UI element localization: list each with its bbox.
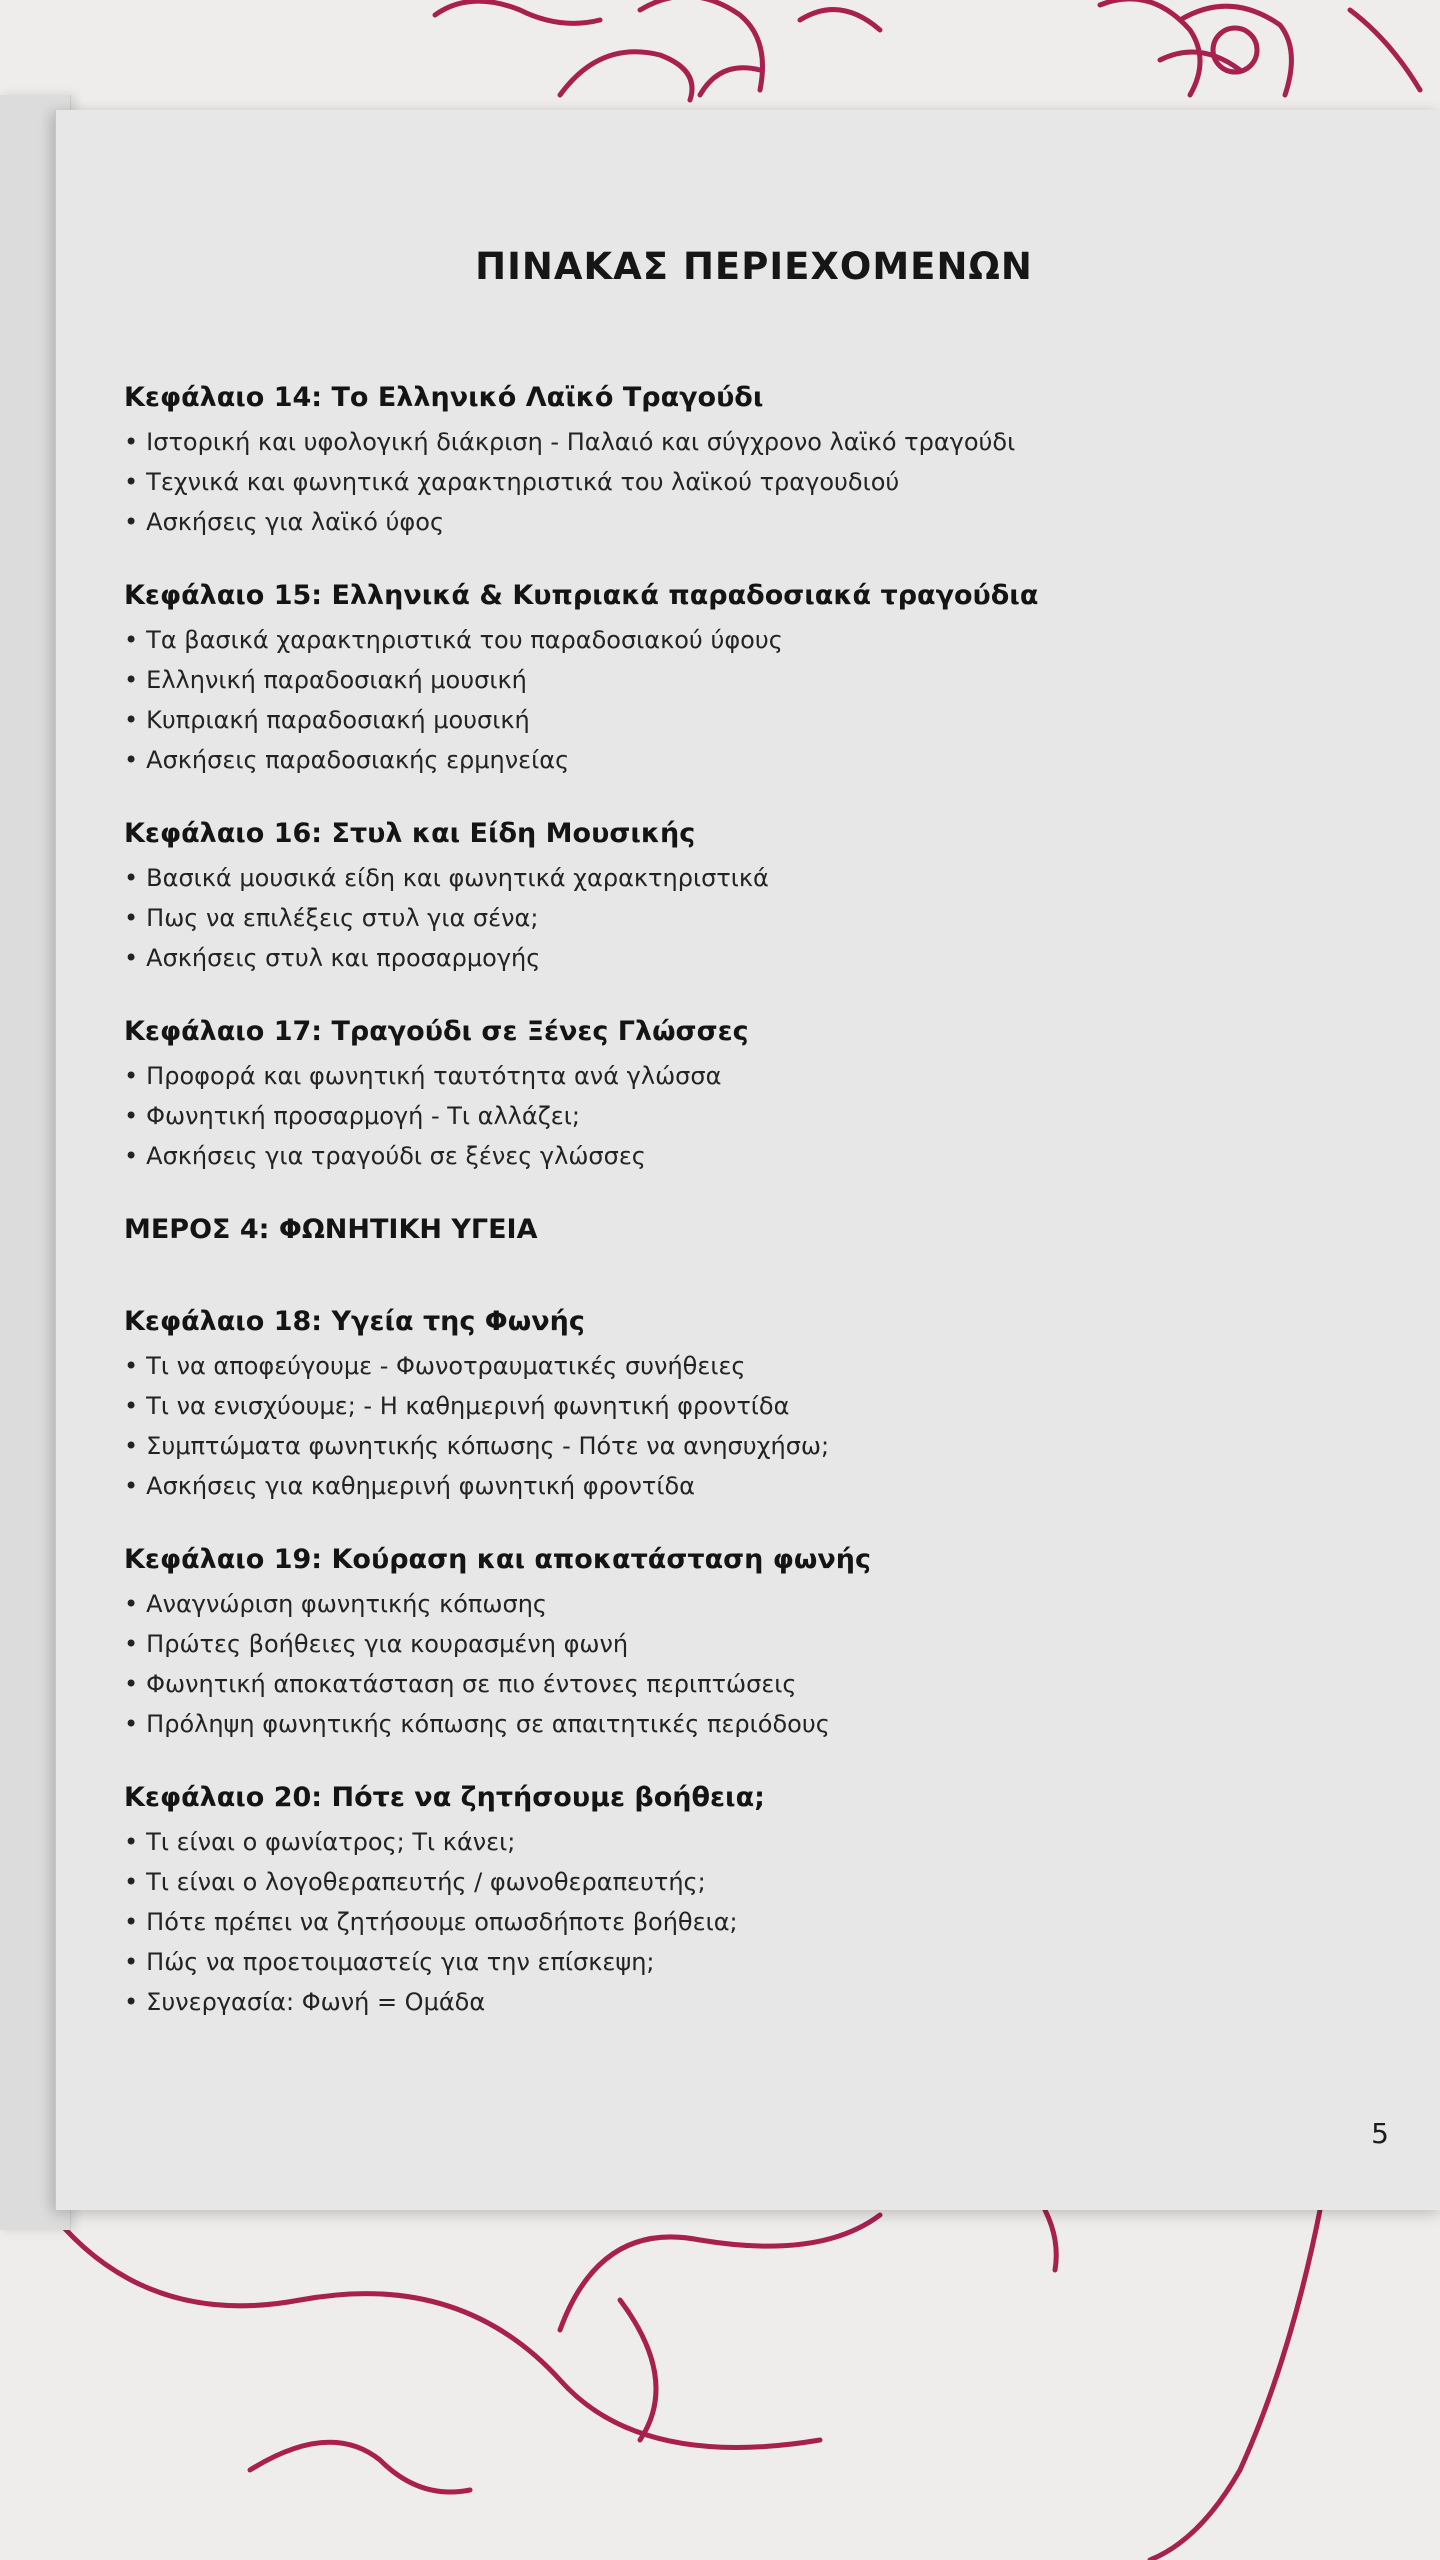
chapter-heading: Κεφάλαιο 20: Πότε να ζητήσουμε βοήθεια; — [124, 1782, 765, 1813]
chapter-topic-list — [124, 1056, 1384, 1176]
chapter-heading: Κεφάλαιο 18: Υγεία της Φωνής — [124, 1306, 585, 1337]
chapter-section — [124, 378, 1384, 542]
topic-item: • Τα βασικά χαρακτηριστικά του παραδοσιακού ύφους — [124, 620, 1384, 660]
chapter-topic-list — [124, 858, 1384, 978]
topic-item: • Φωνητική προσαρμογή - Τι αλλάζει; — [124, 1096, 1384, 1136]
chapter-section — [124, 1778, 1384, 2022]
chapter-section — [124, 1012, 1384, 1176]
topic-item: • Προφορά και φωνητική ταυτότητα ανά γλώσσα — [124, 1056, 1384, 1096]
page-number: 5 — [1371, 2117, 1389, 2150]
topic-item: • Ασκήσεις παραδοσιακής ερμηνείας — [124, 740, 1384, 780]
topic-item: • Πως να επιλέξεις στυλ για σένα; — [124, 898, 1384, 938]
toc-sections — [124, 378, 1384, 2022]
topic-item: • Φωνητική αποκατάσταση σε πιο έντονες περιπτώσεις — [124, 1664, 1384, 1704]
topic-item: • Τι είναι ο φωνίατρος; Τι κάνει; — [124, 1822, 1384, 1862]
chapter-topic-list — [124, 1346, 1384, 1506]
topic-item: • Ασκήσεις για καθημερινή φωνητική φροντίδα — [124, 1466, 1384, 1506]
topic-item: • Αναγνώριση φωνητικής κόπωσης — [124, 1584, 1384, 1624]
chapter-heading: Κεφάλαιο 14: Το Ελληνικό Λαϊκό Τραγούδι — [124, 382, 764, 413]
chapter-section — [124, 576, 1384, 780]
topic-item: • Ιστορική και υφολογική διάκριση - Παλαιό και σύγχρονο λαϊκό τραγούδι — [124, 422, 1384, 462]
chapter-section — [124, 814, 1384, 978]
topic-item: • Πρώτες βοήθειες για κουρασμένη φωνή — [124, 1624, 1384, 1664]
topic-item: • Πότε πρέπει να ζητήσουμε οπωσδήποτε βοήθεια; — [124, 1902, 1384, 1942]
topic-item: • Ασκήσεις στυλ και προσαρμογής — [124, 938, 1384, 978]
part-section — [124, 1210, 1384, 1250]
topic-item: • Συνεργασία: Φωνή = Ομάδα — [124, 1982, 1384, 2022]
chapter-heading: Κεφάλαιο 17: Τραγούδι σε Ξένες Γλώσσες — [124, 1016, 749, 1047]
topic-item: • Πώς να προετοιμαστείς για την επίσκεψη; — [124, 1942, 1384, 1982]
book-page — [55, 110, 1440, 2210]
chapter-heading: Κεφάλαιο 19: Κούραση και αποκατάσταση φωνής — [124, 1544, 872, 1575]
toc-content — [124, 245, 1384, 2056]
chapter-topic-list — [124, 1822, 1384, 2022]
chapter-section — [124, 1302, 1384, 1506]
chapter-topic-list — [124, 1584, 1384, 1744]
topic-item: • Κυπριακή παραδοσιακή μουσική — [124, 700, 1384, 740]
chapter-heading: Κεφάλαιο 16: Στυλ και Είδη Μουσικής — [124, 818, 696, 849]
topic-item: • Πρόληψη φωνητικής κόπωσης σε απαιτητικές περιόδους — [124, 1704, 1384, 1744]
topic-item: • Ασκήσεις για τραγούδι σε ξένες γλώσσες — [124, 1136, 1384, 1176]
part-heading: ΜΕΡΟΣ 4: ΦΩΝΗΤΙΚΗ ΥΓΕΙΑ — [124, 1214, 538, 1245]
chapter-topic-list — [124, 422, 1384, 542]
topic-item: • Τι να ενισχύουμε; - Η καθημερινή φωνητική φροντίδα — [124, 1386, 1384, 1426]
topic-item: • Ασκήσεις για λαϊκό ύφος — [124, 502, 1384, 542]
topic-item: • Τι είναι ο λογοθεραπευτής / φωνοθεραπευτής; — [124, 1862, 1384, 1902]
chapter-section — [124, 1540, 1384, 1744]
page-title: ΠΙΝΑΚΑΣ ΠΕΡΙΕΧΟΜΕΝΩΝ — [475, 245, 1033, 288]
topic-item: • Βασικά μουσικά είδη και φωνητικά χαρακτηριστικά — [124, 858, 1384, 898]
chapter-topic-list — [124, 620, 1384, 780]
topic-item: • Ελληνική παραδοσιακή μουσική — [124, 660, 1384, 700]
chapter-heading: Κεφάλαιο 15: Ελληνικά & Κυπριακά παραδοσιακά τραγούδια — [124, 580, 1039, 611]
topic-item: • Συμπτώματα φωνητικής κόπωσης - Πότε να ανησυχήσω; — [124, 1426, 1384, 1466]
topic-item: • Τεχνικά και φωνητικά χαρακτηριστικά του λαϊκού τραγουδιού — [124, 462, 1384, 502]
topic-item: • Τι να αποφεύγουμε - Φωνοτραυματικές συνήθειες — [124, 1346, 1384, 1386]
